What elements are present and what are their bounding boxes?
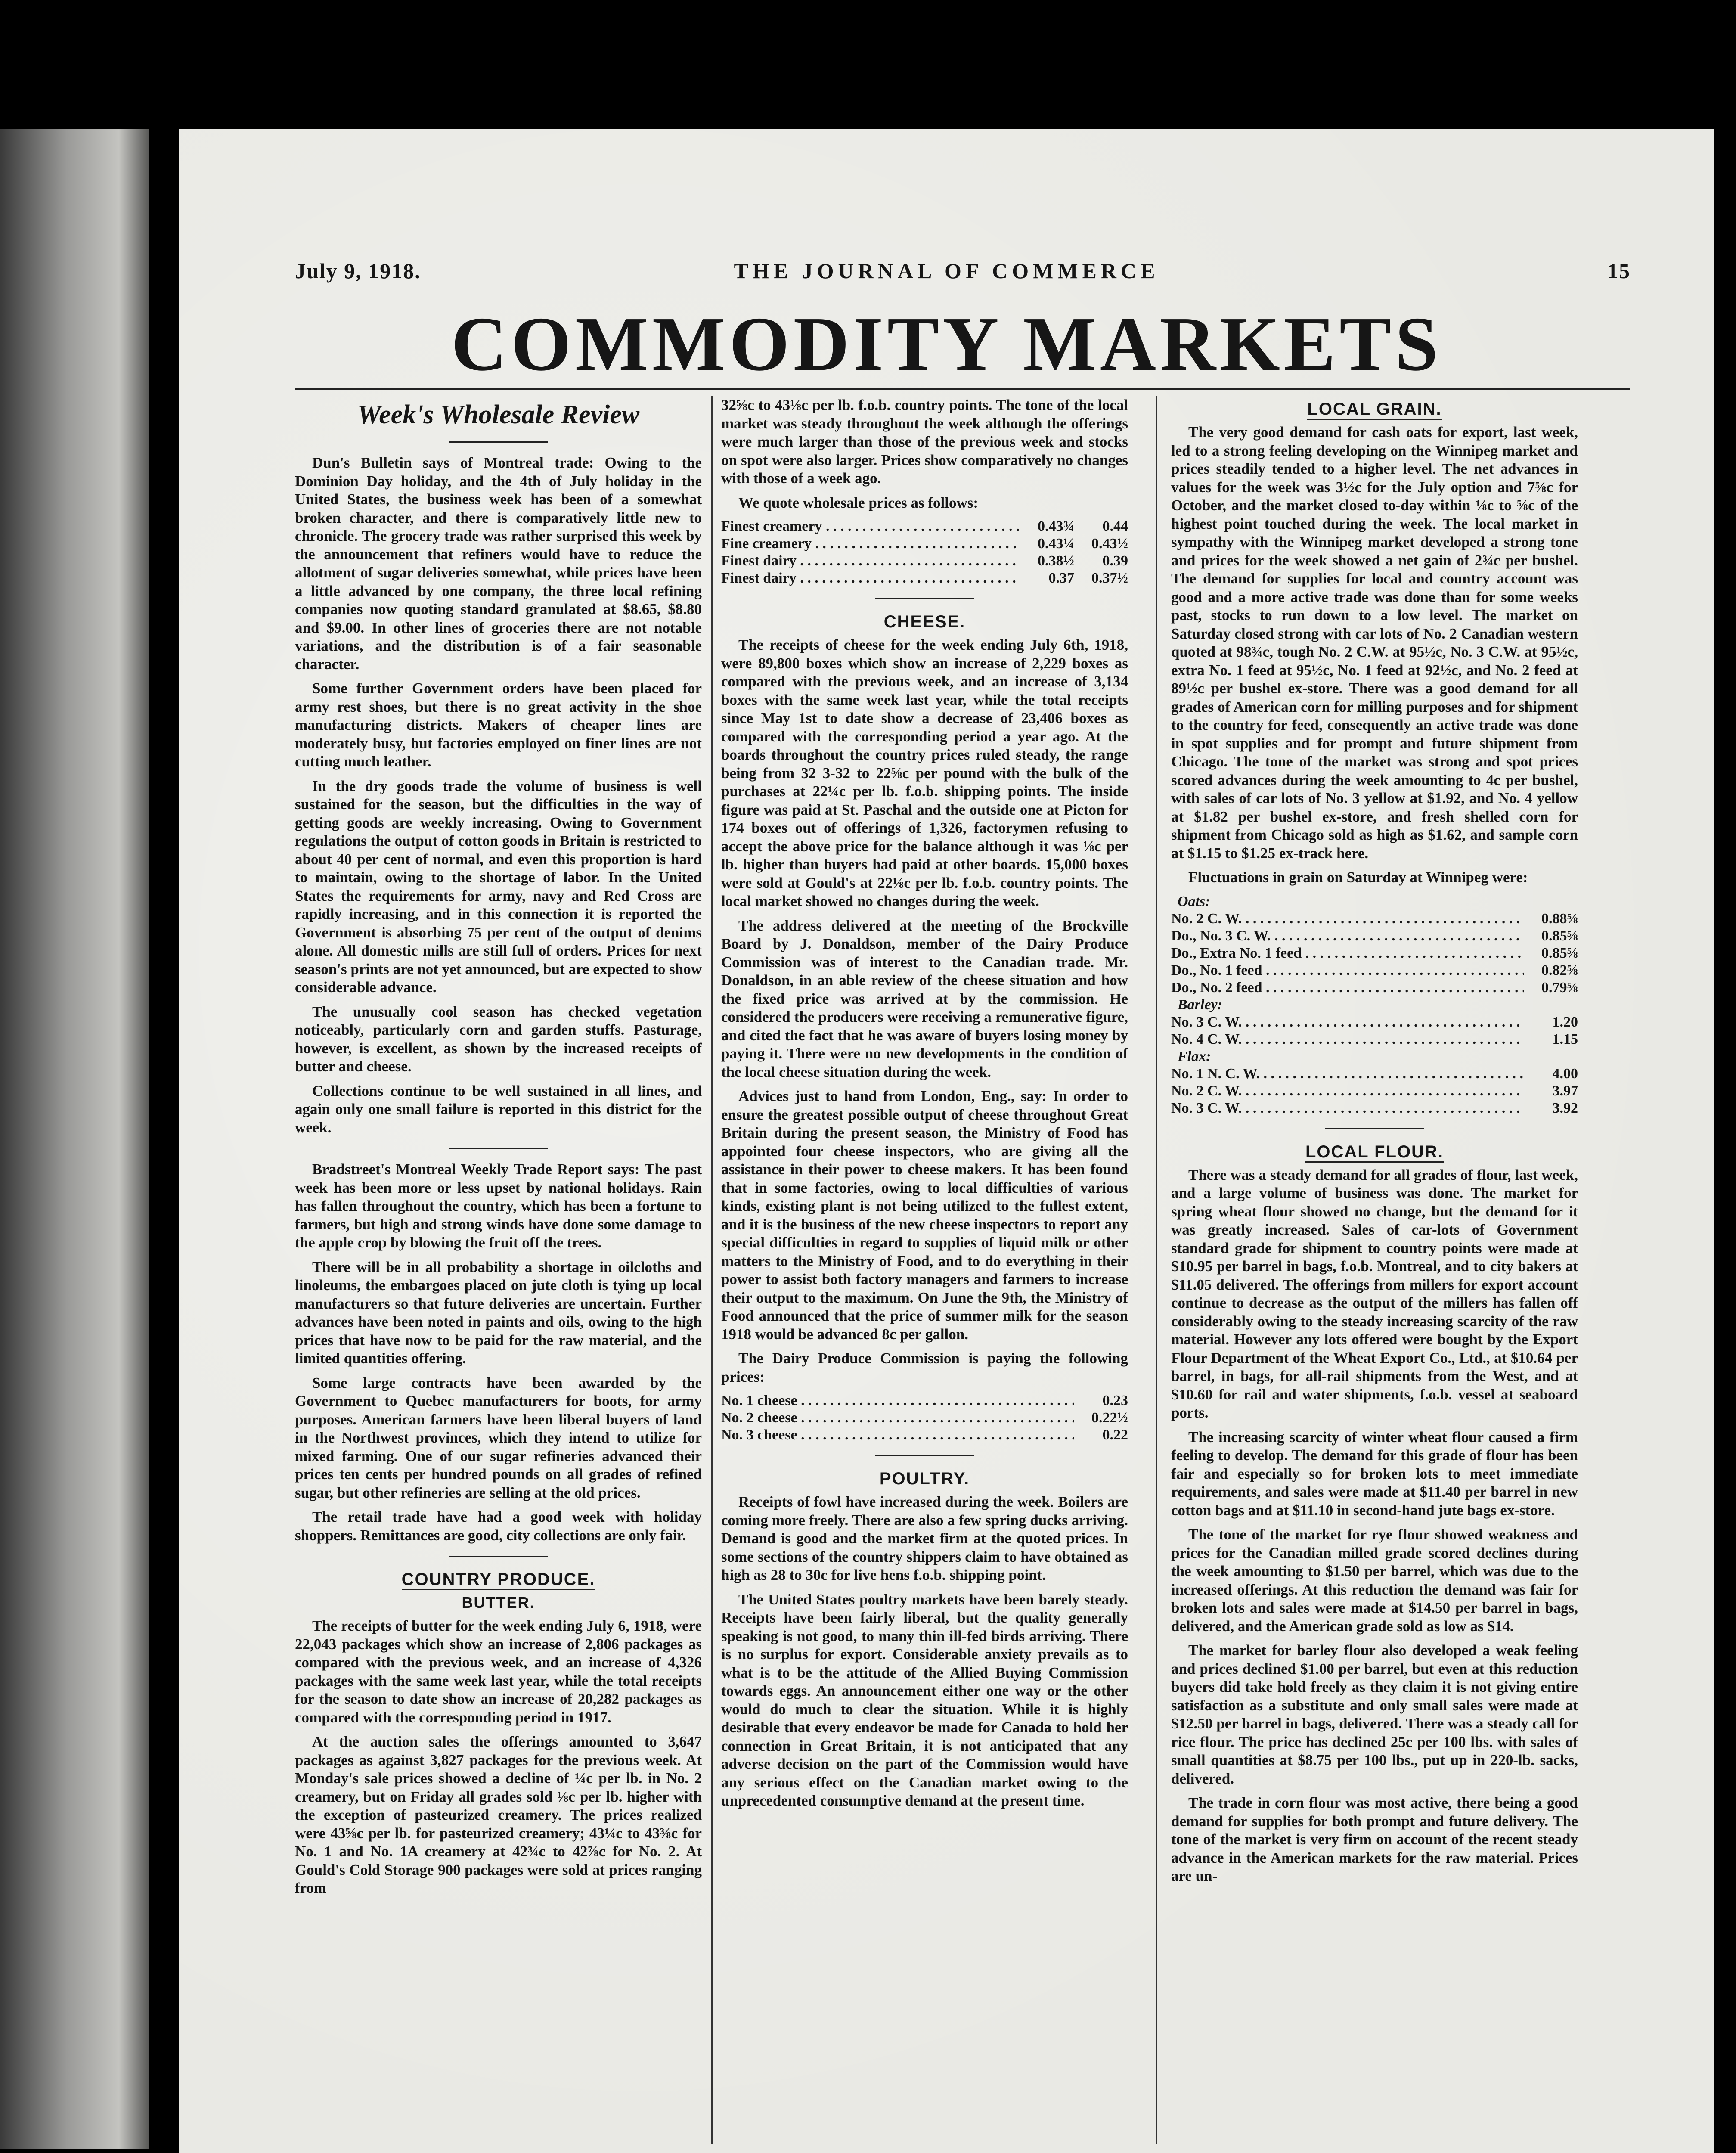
grain-label: Do., Extra No. 1 feed . . . [1171,945,1524,962]
column-divider [1156,396,1157,2144]
heading-text: LOCAL GRAIN. [1307,400,1442,420]
price-value: 0.37 [1048,570,1074,586]
separator-rule [875,1455,974,1456]
section-heading-country-produce [295,1570,702,1589]
column-3 [1171,396,1578,2144]
grain-value: 0.85⅝ [1541,945,1578,961]
grain-label: No. 2 C. W. . . . [1171,910,1524,928]
table-row [721,1427,1128,1444]
newspaper-page [179,129,1714,2153]
table-row [1171,893,1578,910]
wholesale-price-table [721,518,1128,587]
separator-rule [875,598,974,599]
price-label: No. 2 cheese . . . [721,1409,1074,1427]
paragraph: The unusually cool season has checked vegetation noticeably, particularly corn and garden stuffs. Pasturage, however, is excellent, as shown by the increased receipts of butter and cheese. [295,1003,702,1075]
section-heading-wholesale-review: Week's Wholesale Review [357,400,640,429]
grain-label: Do., No. 1 feed . . . [1171,962,1524,979]
separator-rule [449,441,548,443]
subheading-butter: BUTTER. [462,1594,535,1611]
table-row [1171,945,1578,962]
cheese-price-table [721,1392,1128,1444]
paragraph: There was a steady demand for all grades of flour, last week, and a large volume of business was done. The market for spring wheat flour showed no change, but the demand for it was greatly increased. Sales of car-lots of Government standard grade for shipment to country points were made at $10.95 per barrel in bags, f.o.b. Montreal, and to city bakers at $11.05 delivered. The offerings from millers for export account continue to decrease as the output of the millers has fallen off considerably owing to the steady increasing scarcity of the raw material. However any lots offered were bought by the Export Flour Department of the Wheat Export Co., Ltd., at $10.64 per barrel, in bags, for all-rail shipments from the West, and at $10.60 for rail and water shipments, f.o.b. vessel at seaboard ports. [1171,1166,1578,1421]
paragraph: Advices just to hand from London, Eng., say: In order to ensure the greatest possible output of cheese throughout Great Britain during the present season, the Ministry of Food has appointed four cheese inspectors, who are giving all the assistance in their power to cheese makers. It has been found that in some factories, owing to local difficulties of various kinds, existing plant is not being utilized to the fullest extent, and it is the business of the new cheese inspectors to report any special difficulties in regard to supplies of liquid milk or other matters to the Ministry of Food, and to do everything in their power to assist both factory managers and farmers to increase their output to the maximum. On June the 9th, the Ministry of Food announced that the price of summer milk for the season 1918 would be advanced 8c per gallon. [721,1088,1128,1343]
paragraph: At the auction sales the offerings amounted to 3,647 packages as against 3,827 packages for the previous week. At Monday's sale prices showed a decline of ¼c per lb. in No. 2 creamery, but on Friday all grades sold ⅛c per lb. higher with the exception of pasteurized creamery. The prices realized were 43⅝c per lb. for pasteurized creamery; 43¼c to 43⅜c for No. 1 and No. 1A creamery at 42¾c to 42⅞c for No. 2. At Gould's Cold Storage 900 packages were sold at prices ranging from [295,1733,702,1896]
paragraph: Dun's Bulletin says of Montreal trade: Owing to the Dominion Day holiday, and the 4th of July holiday in the United States, the business week has been of a somewhat broken character, and there is comparatively little new to chronicle. The grocery trade was rather surprised this week by the announcement that refiners would have to reduce the allotment of sugar deliveries somewhat, while prices have been a little advanced by one company, the three local refining companies now quoting standard granulated at $8.65, $8.80 and $9.00. In other lines of groceries there are not notable variations, and the distribution is of a fair seasonable character. [295,454,702,673]
grain-group-label: Oats: [1178,893,1210,909]
price-value: 0.43¼ [1038,536,1074,552]
paragraph: Fluctuations in grain on Saturday at Winnipeg were: [1188,869,1528,886]
paragraph: 32⅝c to 43⅛c per lb. f.o.b. country points. The tone of the local market was steady throughout the week although the offerings were much larger than those of the previous week and stocks on spot were also larger. Prices show comparatively no changes with those of a week ago. [721,397,1128,487]
paragraph: There will be in all probability a shortage in oilcloths and linoleums, the embargoes placed on jute cloth is tying up local manufacturers so that future deliveries are uncertain. Further advances have been noted in paints and oils, owing to the high prices that have now to be paid for the raw material, and the limited quantities offering. [295,1258,702,1367]
grain-label: Do., No. 3 C. W. . . . [1171,928,1524,945]
price-label: Finest dairy . . . [721,570,1020,587]
adjacent-page-edge [0,129,149,2149]
grain-label: No. 2 C. W. . . . [1171,1083,1524,1100]
paragraph: The United States poultry markets have been barely steady. Receipts have been fairly liberal, but the quality generally speaking is not good, to many thin ill-fed birds arriving. There is no surplus for export. Considerable anxiety prevails as to what is to be the attitude of the Allied Buying Commission towards eggs. An announcement either one way or the other would do much to clear the situation. While it is highly desirable that every endeavor be made for Canada to hold her connection in Great Britain, it is not anticipated that any adverse decision on the part of the Commission would have any serious effect on the Canadian market owing to the unprecedented consumptive demand at the present time. [721,1591,1128,1809]
paragraph: Bradstreet's Montreal Weekly Trade Report says: The past week has been more or less upset by national holidays. Rain has fallen throughout the country, which has been a fortune to farmers, but high and strong winds have done some damage to the apple crop by blowing the fruit off the trees. [295,1161,702,1251]
grain-fluctuation-table [1171,893,1578,1117]
separator-rule [449,1556,548,1557]
separator-rule [1325,1128,1424,1129]
table-row [1171,928,1578,945]
issue-date: July 9, 1918. [295,259,421,283]
paragraph: The market for barley flour also developed a weak feeling and prices declined $1.00 per barrel, but even at this reduction buyers did take hold freely as they claim it is not giving entire satisfaction as a substitute and only small sales were made at $12.50 per barrel in bags, delivered. There was a steady call for rice flour. The price has declined 25c per 100 lbs. with sales of small quantities at $8.75 per 100 lbs., put up in 220-lb. sacks, delivered. [1171,1642,1578,1787]
table-row [721,535,1128,552]
paragraph: We quote wholesale prices as follows: [738,494,979,511]
grain-value: 0.82⅝ [1541,962,1578,978]
table-row [721,518,1128,535]
price-label: No. 1 cheese . . . [721,1392,1074,1409]
grain-group-label: Flax: [1178,1048,1211,1064]
paragraph: The Dairy Produce Commission is paying the following prices: [721,1350,1128,1385]
page-title: COMMODITY MARKETS [451,301,1442,387]
section-heading-poultry: POULTRY. [879,1469,970,1488]
grain-value: 1.15 [1552,1031,1578,1047]
page-number: 15 [1607,259,1631,283]
grain-value: 3.92 [1552,1100,1578,1116]
price-value: 0.22½ [1091,1410,1128,1426]
paragraph: The receipts of butter for the week ending July 6, 1918, were 22,043 packages which show an increase of 2,806 packages as compared with the previous week, and an increase of 4,326 packages with the same week last year, while the total receipts for the season to date show an increase of 20,282 packages as compared with the corresponding period in 1917. [295,1617,702,1726]
grain-label: No. 1 N. C. W. . . . [1171,1065,1524,1083]
paragraph: The very good demand for cash oats for export, last week, led to a strong feeling developing on the Winnipeg market and prices steadily tended to a higher level. The net advances in values for the week was 3½c for the July option and 7⅝c for October, and the market closed to-day within ⅛c to ⅝c of the highest point touched during the week. The local market in sympathy with the Winnipeg market developed a strong tone and prices for the week showed a net gain of 2¾c per bushel. The demand for supplies for local and country account was good and a more active trade was done than for some weeks past, stocks to run down to a low level. The market on Saturday closed strong with car lots of No. 2 Canadian western quoted at 98¾c, tough No. 2 C.W. at 95½c, No. 3 C.W. at 95½c, extra No. 1 feed at 95½c, No. 1 feed at 92½c, and No. 2 feed at 89½c per bushel ex-store. There was a good demand for all grades of American corn for milling purposes and for shipment to the country for feed, consequently an active trade was done in spot supplies and for prompt and future shipment from Chicago. The tone of the market was strong and spot prices scored advances during the week amounting to 4c per bushel, with sales of car lots of No. 3 yellow at $1.92, and No. 4 yellow at $1.82 per bushel ex-store, and fresh shelled corn for shipment from Chicago sold as high as $1.62, and sample corn at $1.15 to $1.25 ex-track here. [1171,424,1578,862]
separator-rule [449,1148,548,1149]
paragraph: The tone of the market for rye flour showed weakness and prices for the Canadian milled grade scored declines during the week amounting to $1.50 per barrel, which was due to the increased offerings. At this reduction the demand was fair for broken lots and sales were made at $14.50 per barrel in bags, delivered, and the American grade sold as low as $14. [1171,1526,1578,1635]
grain-label: No. 3 C. W. . . . [1171,1100,1524,1117]
table-row [1171,996,1578,1014]
paragraph: Receipts of fowl have increased during the week. Boilers are coming more freely. There are also a few spring ducks arriving. Demand is good and the market firm at the quoted prices. In some sections of the country shippers claim to have obtained as high as 28 to 30c for live hens f.o.b. shipping point. [721,1493,1128,1583]
paragraph: Collections continue to be well sustained in all lines, and again only one small failure is reported in this district for the week. [295,1082,702,1136]
price-value: 0.22 [1102,1427,1128,1443]
grain-label: No. 3 C. W. . . . [1171,1014,1524,1031]
paragraph: Some further Government orders have been placed for army rest shoes, but there is no great activity in the shoe manufacturing districts. Makers of cheaper lines are moderately busy, but factories employed on finer lines are not cutting much leather. [295,680,702,770]
price-label: Finest creamery . . . [721,518,1020,535]
price-value: 0.37½ [1091,570,1128,586]
paragraph: The receipts of cheese for the week ending July 6th, 1918, were 89,800 boxes which show an increase of 2,229 boxes as compared with the previous week, and an increase of 3,134 boxes with the same week last year, while the total receipts since May 1st to date show a decrease of 23,406 boxes as compared with the corresponding period a year ago. At the boards throughout the country prices ruled steady, the range being from 32 3-32 to 22⅝c per pound with the bulk of the purchases at 22¼c per lb. f.o.b. shipping points. The inside figure was paid at St. Paschal and the outside one at Picton for 174 boxes out of offerings of 1,326, factorymen refusing to accept the above price for the balance although it was ⅛c per lb. higher than buyers had paid at other boards. 15,000 boxes were sold at Gould's at 22⅛c per lb. f.o.b. country points. The local market showed no changes during the week. [721,636,1128,909]
grain-group-label: Barley: [1178,996,1222,1013]
table-row [721,552,1128,570]
journal-name: THE JOURNAL OF COMMERCE [734,259,1159,283]
heading-text: COUNTRY PRODUCE. [402,1570,595,1590]
table-row [1171,1100,1578,1117]
table-row [1171,910,1578,928]
grain-value: 0.88⅝ [1541,910,1578,927]
grain-value: 3.97 [1552,1083,1578,1099]
column-1 [295,396,702,2144]
grain-value: 4.00 [1552,1065,1578,1082]
section-heading-local-flour [1171,1142,1578,1162]
table-row [1171,1048,1578,1065]
table-row [1171,979,1578,996]
table-row [721,570,1128,587]
price-label: No. 3 cheese . . . [721,1427,1074,1444]
table-row [1171,962,1578,979]
grain-label: No. 4 C. W. . . . [1171,1031,1524,1048]
price-value: 0.43½ [1091,536,1128,552]
column-2 [721,396,1128,2144]
section-heading-local-grain [1171,400,1578,419]
heading-text: LOCAL FLOUR. [1305,1142,1444,1163]
price-value: 0.23 [1102,1393,1128,1408]
paragraph: The trade in corn flour was most active, there being a good demand for supplies for both prompt and future delivery. The tone of the market is very firm on account of the recent steady advance in the American markets for the raw material. Prices are un- [1171,1794,1578,1884]
price-label: Fine creamery . . . [721,535,1020,552]
paragraph: Some large contracts have been awarded by the Government to Quebec manufacturers for boots, for army purposes. American farmers have been liberal buyers of land in the Northwest provinces, which they intend to utilize for mixed farming. One of our sugar refineries advanced their prices ten cents per hundred pounds on all grades of refined sugar, but other refineries are selling at the old prices. [295,1374,702,1501]
grain-value: 0.85⅝ [1541,928,1578,944]
table-row [1171,1083,1578,1100]
title-rule [295,388,1630,390]
column-divider [711,396,713,2144]
paragraph: The retail trade have had a good week with holiday shoppers. Remittances are good, city collections are only fair. [295,1508,702,1544]
paragraph: The increasing scarcity of winter wheat flour caused a firm feeling to develop. The demand for this grade of flour has been fair and especially so for broken lots to meet immediate requirements, and sales were made at $11.40 per barrel in new cotton bags and at $11.10 in second-hand jute bags ex-store. [1171,1428,1578,1519]
price-value: 0.39 [1102,553,1128,569]
grain-label: Do., No. 2 feed . . . [1171,979,1524,996]
grain-value: 0.79⅝ [1541,979,1578,996]
price-value: 0.44 [1102,518,1128,534]
table-row [721,1392,1128,1409]
price-value: 0.38½ [1038,553,1074,569]
grain-value: 1.20 [1552,1014,1578,1030]
table-row [1171,1065,1578,1083]
table-row [721,1409,1128,1427]
paragraph: The address delivered at the meeting of the Brockville Board by J. Donaldson, member of the Dairy Produce Commission was of interest to the Canadian trade. Mr. Donaldson, in an able review of the cheese situation and how the fixed price was arrived at by the commission. He considered the producers were receiving a remunerative figure, and cited the fact that he was aware of buyers losing money by paying it. There were no new developments in the condition of the local cheese situation during the week. [721,917,1128,1080]
price-label: Finest dairy . . . [721,552,1020,570]
table-row [1171,1031,1578,1048]
price-value: 0.43¾ [1038,518,1074,534]
section-heading-cheese: CHEESE. [884,612,966,631]
paragraph: In the dry goods trade the volume of business is well sustained for the season, but the difficulties in the way of getting goods are weekly increasing. Owing to Government regulations the output of cotton goods in Britain is restricted to about 40 per cent of normal, and even this proportion is hard to maintain, owing to the shortage of labor. In the United States the requirements for army, navy and Red Cross are rapidly increasing, and in this connection it is reported the Government is absorbing 75 per cent of the output of denims alone. All domestic mills are still full of orders. Prices for next season's prints are not yet announced, but are expected to show considerable advance. [295,777,702,996]
table-row [1171,1014,1578,1031]
